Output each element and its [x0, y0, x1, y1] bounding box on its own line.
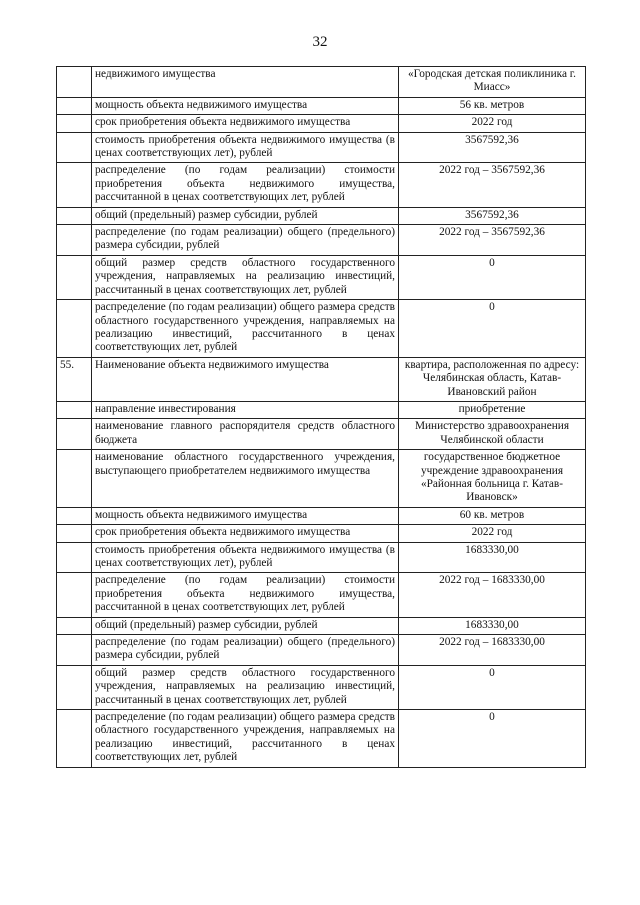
row-description-cell: срок приобретения объекта недвижимого имущества	[92, 525, 399, 542]
row-description-cell: стоимость приобретения объекта недвижимого имущества (в ценах соответствующих лет), рублей	[92, 132, 399, 163]
table-row	[57, 450, 586, 508]
row-description-cell: распределение (по годам реализации) стоимости приобретения объекта недвижимого имущества, рассчитанной в ценах соответствующих лет, рублей	[92, 573, 399, 617]
row-value-cell: 2022 год	[399, 115, 586, 132]
row-number-cell	[57, 132, 92, 163]
row-description-cell: срок приобретения объекта недвижимого имущества	[92, 115, 399, 132]
row-number-cell	[57, 97, 92, 114]
row-number-cell	[57, 67, 92, 98]
table-row	[57, 617, 586, 634]
row-value-cell: 2022 год	[399, 525, 586, 542]
row-description-cell: распределение (по годам реализации) стоимости приобретения объекта недвижимого имущества, рассчитанной в ценах соответствующих лет, рублей	[92, 163, 399, 207]
table-row	[57, 573, 586, 617]
investment-table	[56, 66, 586, 768]
table-row	[57, 525, 586, 542]
row-description-cell: общий размер средств областного государственного учреждения, направляемых на реализацию инвестиций, рассчитанный в ценах соответствующих лет, рублей	[92, 255, 399, 299]
table-row	[57, 507, 586, 524]
row-description-cell: распределение (по годам реализации) общего размера средств областного государственного учреждения, направляемых на реализацию инвестиций, рассчитанного в ценах соответствующих лет, рублей	[92, 300, 399, 358]
row-number-cell	[57, 401, 92, 418]
table-row	[57, 132, 586, 163]
row-number-cell: 55.	[57, 357, 92, 401]
row-value-cell: 3567592,36	[399, 132, 586, 163]
row-number-cell	[57, 525, 92, 542]
row-number-cell	[57, 300, 92, 358]
page-number: 32	[312, 34, 328, 50]
row-description-cell: Наименование объекта недвижимого имущества	[92, 357, 399, 401]
row-number-cell	[57, 163, 92, 207]
row-value-cell: государственное бюджетное учреждение здравоохранения «Районная больница г. Катав-Ивановск»	[399, 450, 586, 508]
row-number-cell	[57, 207, 92, 224]
row-description-cell: наименование областного государственного учреждения, выступающего приобретателем недвижимого имущества	[92, 450, 399, 508]
row-value-cell: 0	[399, 255, 586, 299]
row-number-cell	[57, 710, 92, 768]
table-row	[57, 225, 586, 256]
row-description-cell: стоимость приобретения объекта недвижимого имущества (в ценах соответствующих лет), рублей	[92, 542, 399, 573]
row-value-cell: 0	[399, 300, 586, 358]
row-number-cell	[57, 225, 92, 256]
row-value-cell: 2022 год – 1683330,00	[399, 573, 586, 617]
row-value-cell: 2022 год – 3567592,36	[399, 225, 586, 256]
row-number-cell	[57, 507, 92, 524]
row-description-cell: общий размер средств областного государственного учреждения, направляемых на реализацию инвестиций, рассчитанный в ценах соответствующих лет, рублей	[92, 665, 399, 709]
table-row	[57, 419, 586, 450]
table-row	[57, 97, 586, 114]
row-value-cell: Министерство здравоохранения Челябинской области	[399, 419, 586, 450]
table-row	[57, 665, 586, 709]
table-row	[57, 542, 586, 573]
table-row	[57, 255, 586, 299]
table-row	[57, 710, 586, 768]
row-description-cell: недвижимого имущества	[92, 67, 399, 98]
row-value-cell: 3567592,36	[399, 207, 586, 224]
row-number-cell	[57, 617, 92, 634]
row-value-cell: «Городская детская поликлиника г. Миасс»	[399, 67, 586, 98]
row-description-cell: мощность объекта недвижимого имущества	[92, 97, 399, 114]
table-row	[57, 163, 586, 207]
table-row	[57, 115, 586, 132]
table-row	[57, 357, 586, 401]
row-value-cell: приобретение	[399, 401, 586, 418]
row-description-cell: общий (предельный) размер субсидии, рублей	[92, 207, 399, 224]
table-row	[57, 635, 586, 666]
row-description-cell: распределение (по годам реализации) общего размера средств областного государственного учреждения, направляемых на реализацию инвестиций, рассчитанного в ценах соответствующих лет, рублей	[92, 710, 399, 768]
row-description-cell: распределение (по годам реализации) общего (предельного) размера субсидии, рублей	[92, 635, 399, 666]
row-number-cell	[57, 573, 92, 617]
table-row	[57, 207, 586, 224]
row-value-cell: 56 кв. метров	[399, 97, 586, 114]
row-number-cell	[57, 665, 92, 709]
row-value-cell: 1683330,00	[399, 542, 586, 573]
row-value-cell: квартира, расположенная по адресу: Челябинская область, Катав-Ивановский район	[399, 357, 586, 401]
row-description-cell: наименование главного распорядителя средств областного бюджета	[92, 419, 399, 450]
row-number-cell	[57, 255, 92, 299]
row-value-cell: 2022 год – 3567592,36	[399, 163, 586, 207]
row-description-cell: мощность объекта недвижимого имущества	[92, 507, 399, 524]
row-value-cell: 0	[399, 665, 586, 709]
row-value-cell: 60 кв. метров	[399, 507, 586, 524]
row-number-cell	[57, 635, 92, 666]
row-number-cell	[57, 115, 92, 132]
table-row	[57, 67, 586, 98]
row-value-cell: 2022 год – 1683330,00	[399, 635, 586, 666]
row-description-cell: общий (предельный) размер субсидии, рублей	[92, 617, 399, 634]
row-value-cell: 0	[399, 710, 586, 768]
table-row	[57, 401, 586, 418]
row-number-cell	[57, 450, 92, 508]
row-number-cell	[57, 542, 92, 573]
row-number-cell	[57, 419, 92, 450]
row-description-cell: направление инвестирования	[92, 401, 399, 418]
row-description-cell: распределение (по годам реализации) общего (предельного) размера субсидии, рублей	[92, 225, 399, 256]
table-row	[57, 300, 586, 358]
row-value-cell: 1683330,00	[399, 617, 586, 634]
